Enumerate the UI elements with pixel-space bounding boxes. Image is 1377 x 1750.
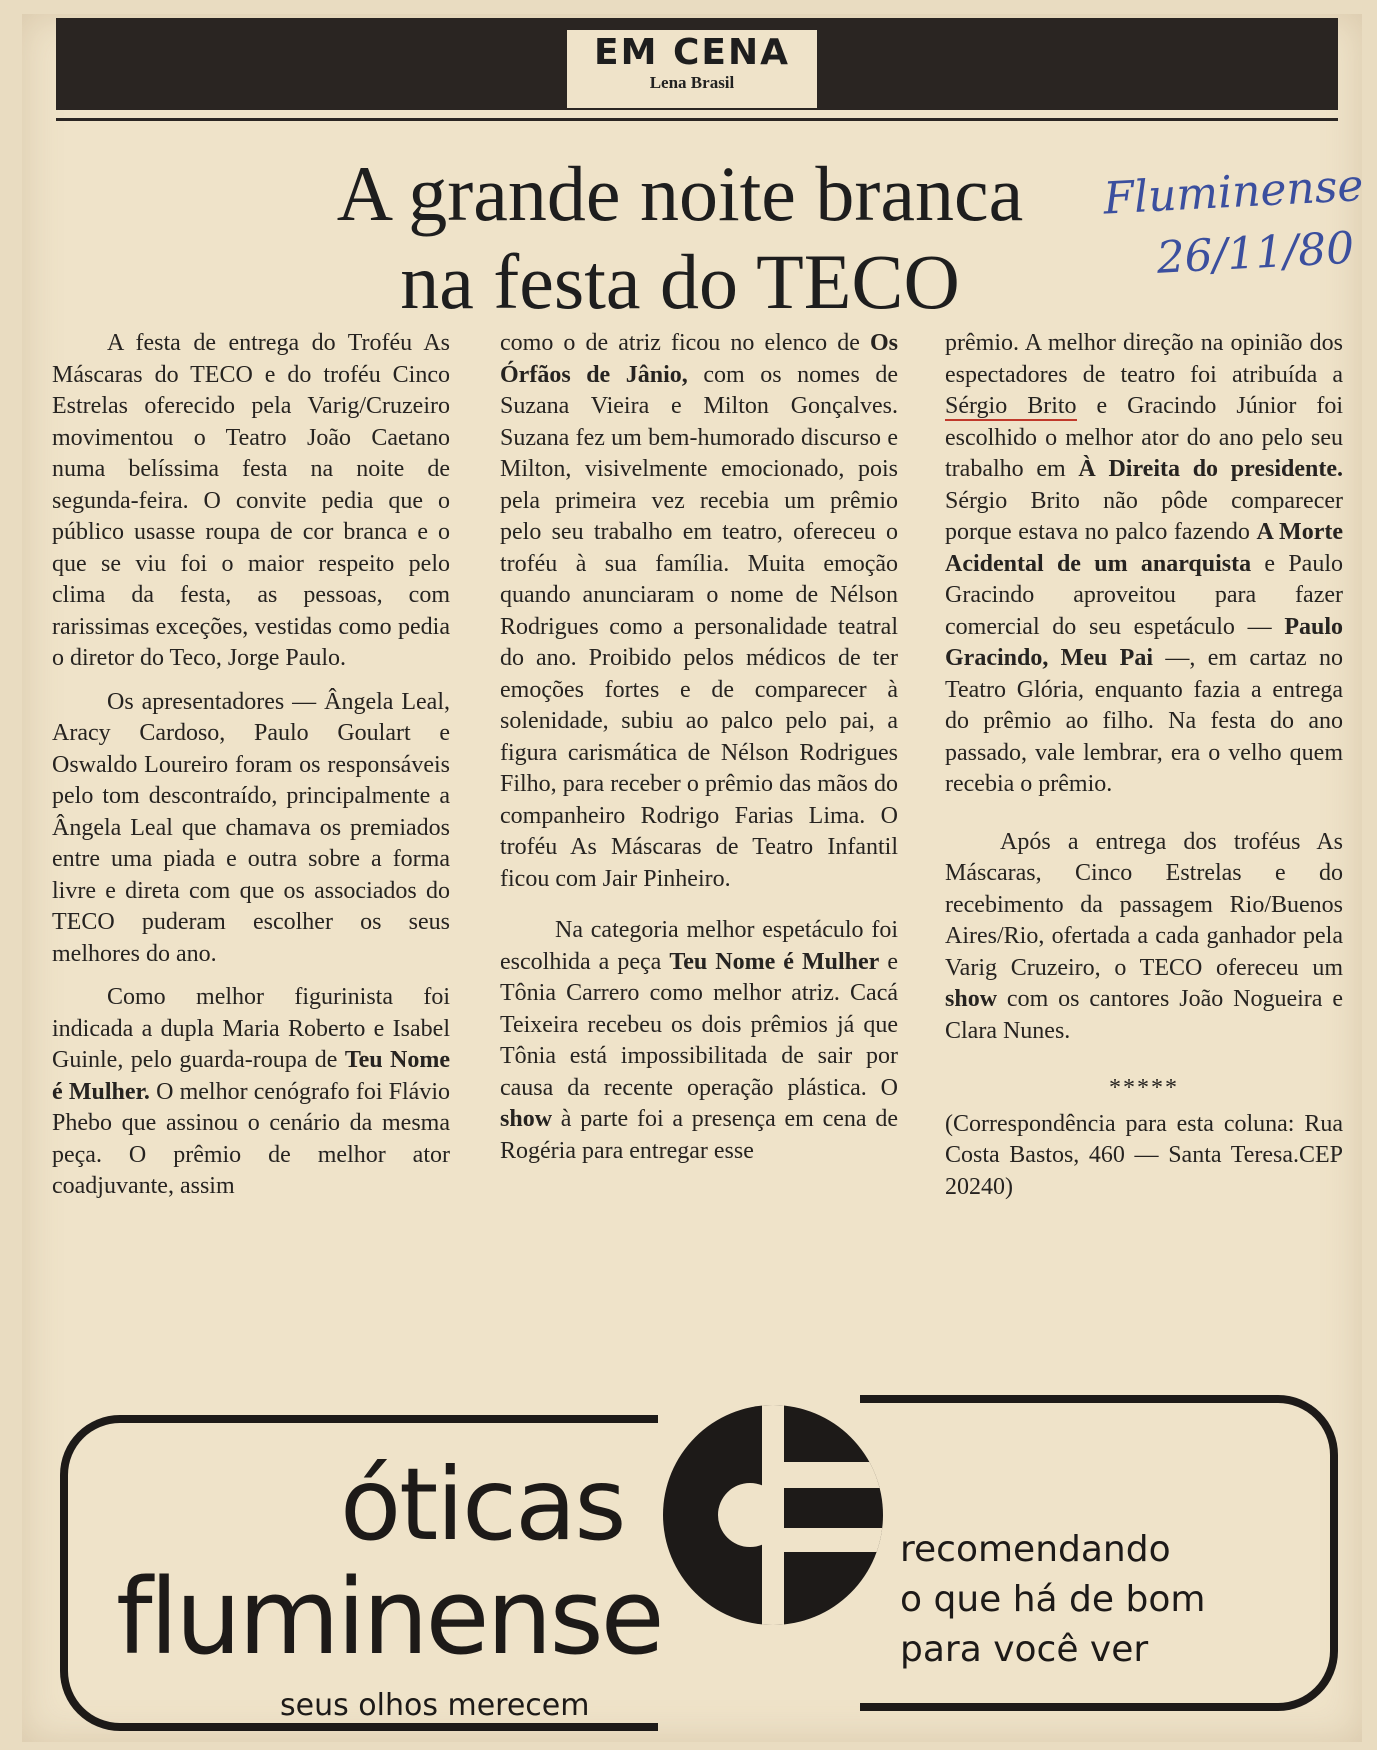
handwritten-date: 26/11/80: [1155, 222, 1356, 284]
handwritten-source: Fluminense: [1102, 160, 1365, 225]
play-title: Paulo Gracindo, Meu Pai: [945, 613, 1343, 671]
paragraph: como o de atriz ficou no elenco de Os Órfãos de Jânio, com os nomes de Suzana Vieira e Milton Gonçalves. Suzana fez um bem-humorado discurso e Milton, visivelmente emocionado, pois pela primeira vez recebia um prêmio pelo seu trabalho em teatro, ofereceu o troféu à sua família. Muita emoção quando anunciaram o nome de Nélson Rodrigues como a personalidade teatral do ano. Proibido pelos médicos de ter emoções fortes e de comparecer à solenidade, subiu ao palco pelo pai, a figura carismática de Nélson Rodrigues Filho, para receber o prêmio das mãos do companheiro Rodrigo Farias Lima. O troféu As Máscaras de Teatro Infantil ficou com Jair Pinheiro.: [500, 330, 898, 892]
ad-brand-line-1: óticas: [340, 1446, 625, 1563]
paragraph: prêmio. A melhor direção na opinião dos espectadores de teatro foi atribuída a Sérgio Brito e Gracindo Júnior foi escolhido o melhor ator do ano pelo seu trabalho em À Direita do presidente. Sérgio Brito não pôde comparecer porque estava no palco fazendo A Morte Acidental de um anarquista e Paulo Gracindo aproveitou para fazer comercial do seu espetáculo — Paulo Gracindo, Meu Pai —, em cartaz no Teatro Glória, enquanto fazia a entrega do prêmio ao filho. Na festa do ano passado, vale lembrar, era o velho quem recebia o prêmio.: [945, 330, 1344, 797]
show-word: show: [945, 986, 998, 1012]
article-column-3: [945, 328, 1343, 1215]
author-byline: Lena Brasil: [649, 73, 735, 92]
ad-slogan-line-3: para você ver: [900, 1629, 1149, 1670]
underlined-name: Sérgio Brito: [945, 393, 1077, 419]
oticas-fluminense-logo-icon: [658, 1400, 888, 1630]
ad-slogan-line-1: recomendando: [900, 1529, 1171, 1570]
correspondence-note: (Correspondência para esta coluna: Rua Costa Bastos, 460 — Santa Teresa.CEP 20240): [945, 1110, 1343, 1200]
ad-brand-line-2: fluminense: [116, 1556, 662, 1678]
play-title: À Direita do presidente.: [1078, 456, 1344, 482]
ad-slogan-line-2: o que há de bom: [900, 1579, 1206, 1620]
headline-line-2: na festa do TECO: [400, 238, 960, 325]
paragraph: Na categoria melhor espetáculo foi escolhida a peça Teu Nome é Mulher e Tônia Carrero como melhor atriz. Cacá Teixeira recebeu os dois prêmios já que Tônia está impossibilitada de sair por causa da recente operação plástica. O show à parte foi a presença em cena de Rogéria para entregar esse: [500, 917, 898, 1164]
ad-tagline: seus olhos merecem: [280, 1688, 590, 1723]
paragraph: Após a entrega dos troféus As Máscaras, Cinco Estrelas e do recebimento da passagem Rio/Buenos Aires/Rio, ofertada a cada ganhador pela Varig Cruzeiro, o TECO ofereceu um show com os cantores João Nogueira e Clara Nunes.: [945, 828, 1343, 1044]
article-column-2: [500, 328, 898, 1179]
play-title: Teu Nome é Mulher.: [52, 1047, 451, 1105]
header-rule: [56, 118, 1338, 121]
headline-line-1: A grande noite branca: [336, 150, 1024, 237]
handwritten-annotation: [1102, 156, 1365, 293]
paragraph: Os apresentadores — Ângela Leal, Aracy Cardoso, Paulo Goulart e Oswaldo Loureiro foram os responsáveis pelo tom descontraído, principalmente a Ângela Leal que chamava os premiados entre uma piada e outra sobre a forma livre e direta com que os associados do TECO puderam escolher os seus melhores do ano.: [52, 688, 450, 967]
column-header: [567, 30, 817, 108]
paragraph: Como melhor figurinista foi indicada a dupla Maria Roberto e Isabel Guinle, pelo guarda-roupa de Teu Nome é Mulher. O melhor cenógrafo foi Flávio Phebo que assinou o cenário da mesma peça. O prêmio de melhor ator coadjuvante, assim: [52, 984, 451, 1199]
separator-stars: *****: [1109, 1075, 1179, 1101]
section-title: EM CENA: [594, 32, 790, 73]
show-word: show: [500, 1106, 553, 1132]
play-title: A Morte Acidental de um anarquista: [945, 519, 1343, 577]
ad-slogan: [900, 1525, 1320, 1675]
article-column-1: [52, 328, 450, 1215]
article-headline: [220, 150, 1140, 326]
play-title: Teu Nome é Mulher: [669, 948, 880, 975]
advertisement: [60, 1395, 1350, 1735]
paragraph: A festa de entrega do Troféu As Máscaras do TECO e do troféu Cinco Estrelas oferecido pela Varig/Cruzeiro movimentou o Teatro João Caetano numa belíssima festa na noite de segunda-feira. O convite pedia que o público usasse roupa de cor branca e o que se viu foi o maior respeito pelo clima da festa, as pessoas, com rarissimas exceções, vestidas como pedia o diretor do Teco, Jorge Paulo.: [52, 330, 450, 671]
play-title: Os Órfãos de Jânio,: [500, 330, 898, 388]
